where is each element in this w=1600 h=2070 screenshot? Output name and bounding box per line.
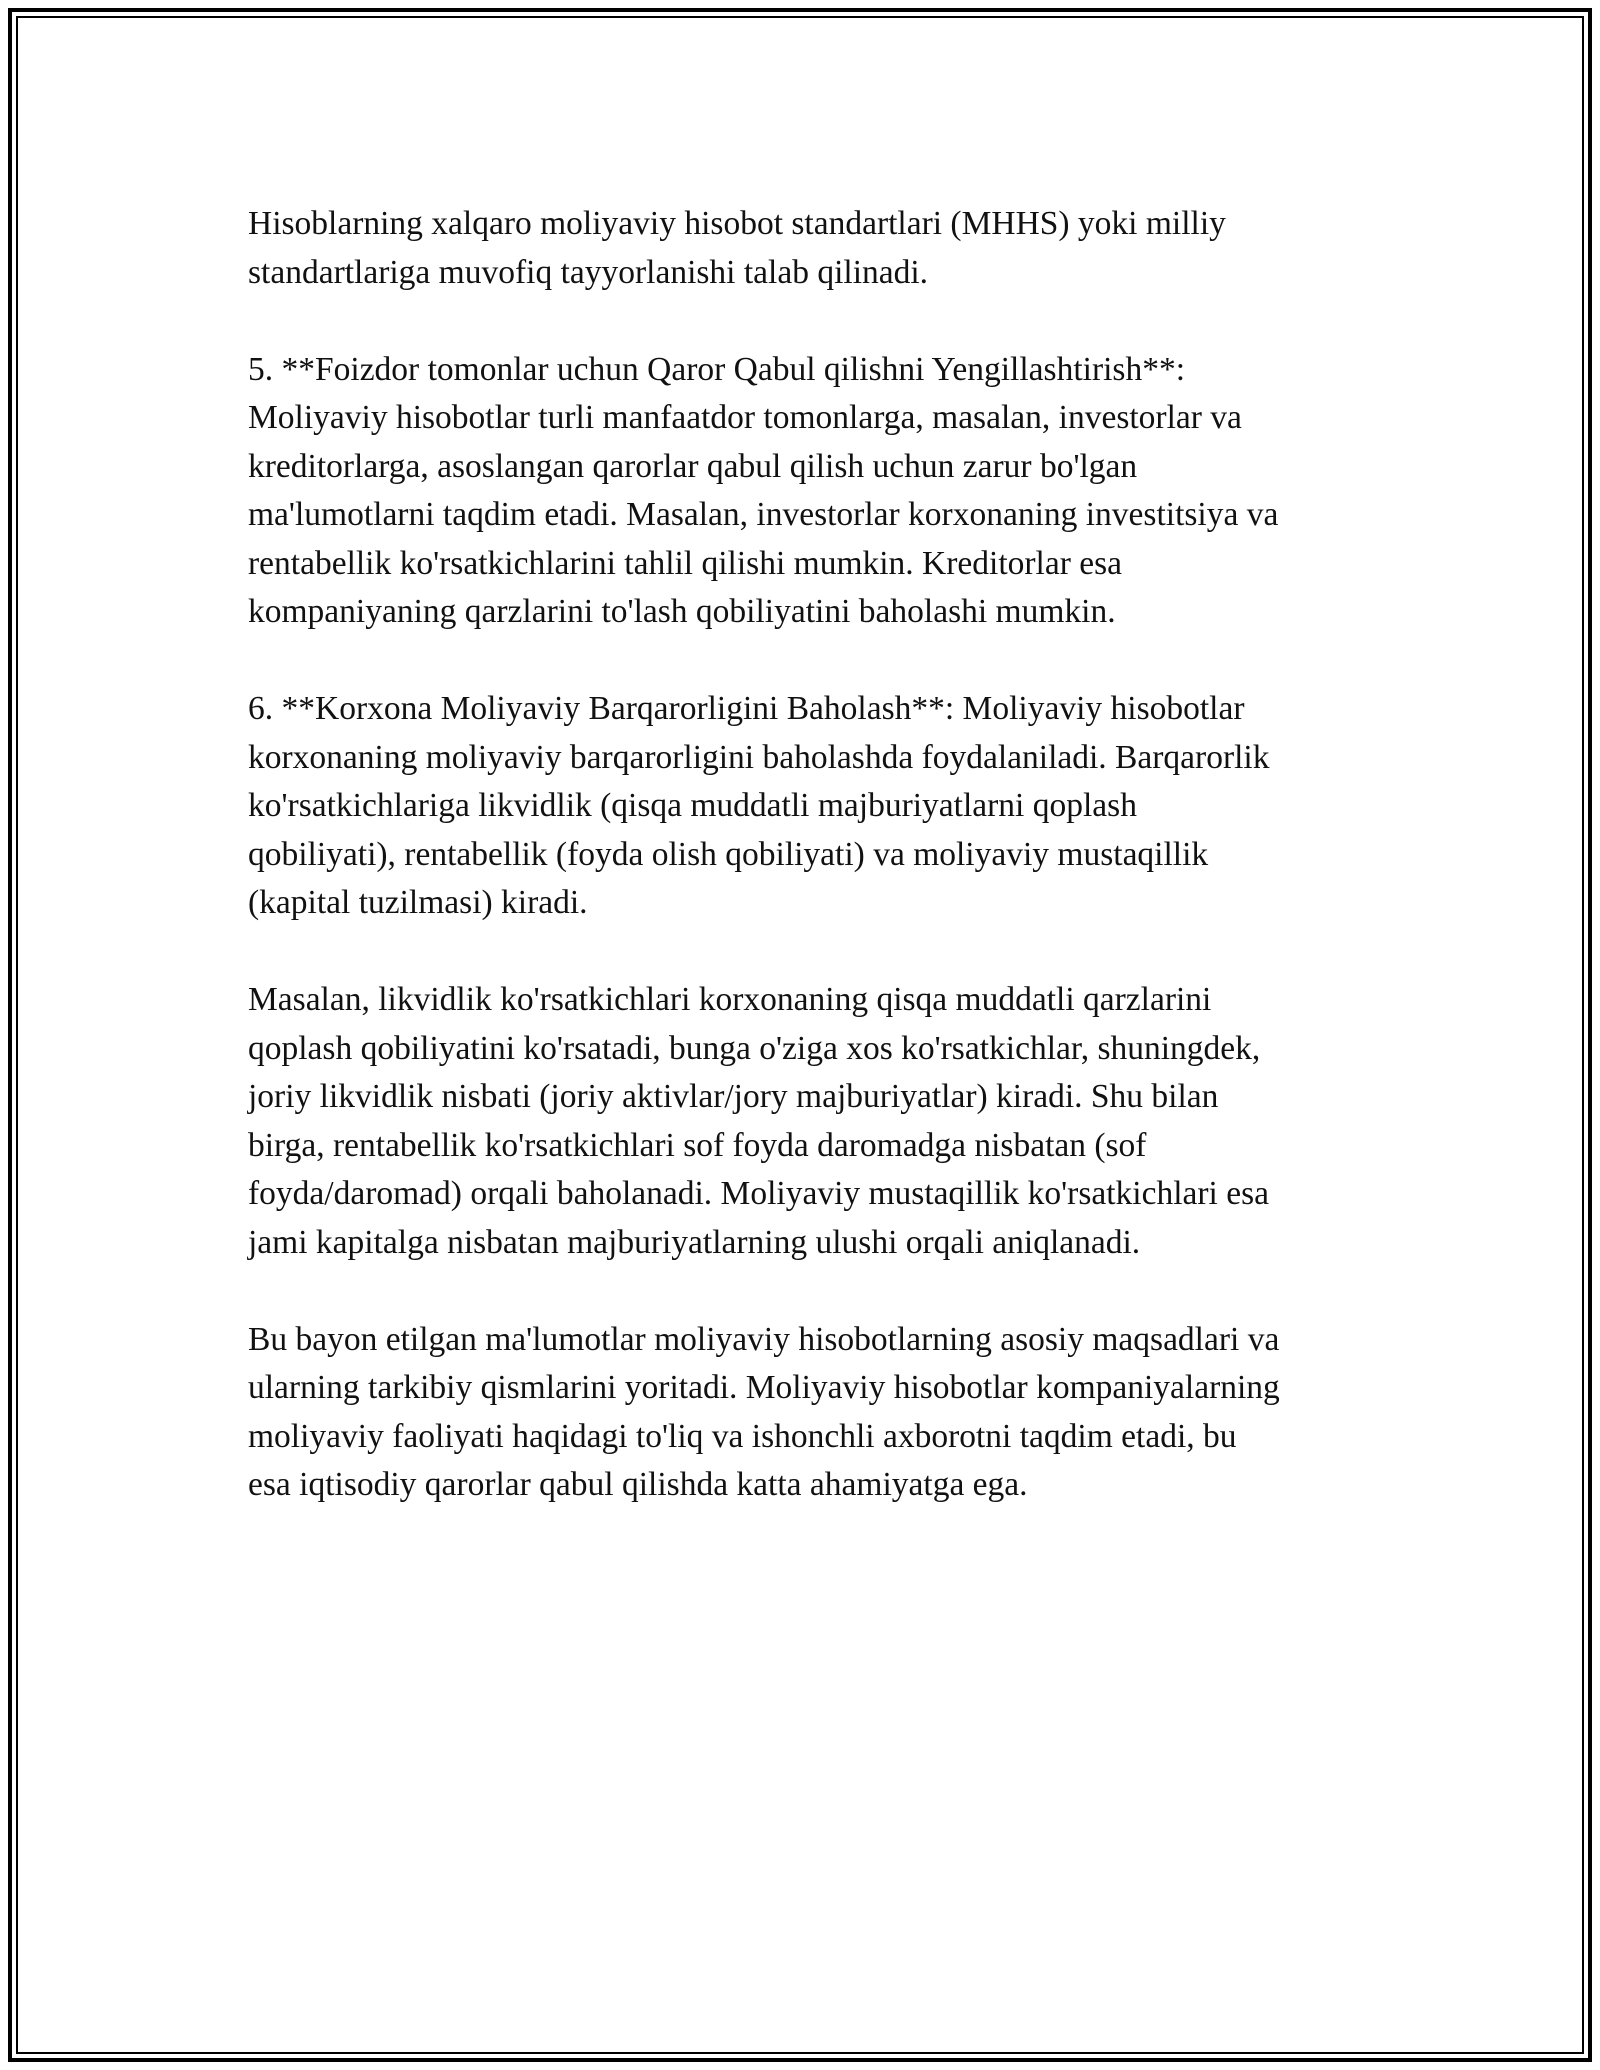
text-line: Hisoblarning xalqaro moliyaviy hisobot standartlari (MHHS) yoki milliy bbox=[248, 205, 1226, 242]
text-line: birga, rentabellik ko'rsatkichlari sof foyda daromadga nisbatan (sof bbox=[248, 1126, 1147, 1164]
text-line: ko'rsatkichlariga likvidlik (qisqa muddatli majburiyatlarni qoplash bbox=[248, 787, 1137, 824]
text-line: qobiliyati), rentabellik (foyda olish qobiliyati) va moliyaviy mustaqillik bbox=[248, 835, 1209, 873]
text-line: esa iqtisodiy qarorlar qabul qilishda katta ahamiyatga ega. bbox=[248, 1466, 1028, 1503]
paragraph-item-5 bbox=[248, 346, 1388, 637]
text-line: korxonaning moliyaviy barqarorligini baholashda foydalaniladi. Barqarorlik bbox=[248, 738, 1270, 776]
text-line: kreditorlarga, asoslangan qarorlar qabul qilish uchun zarur bo'lgan bbox=[248, 447, 1138, 485]
text-line: 6. **Korxona Moliyaviy Barqarorligini Baholash**: Moliyaviy hisobotlar bbox=[248, 690, 1245, 727]
text-line: kompaniyaning qarzlarini to'lash qobiliyatini baholashi mumkin. bbox=[248, 593, 1116, 630]
text-line: (kapital tuzilmasi) kiradi. bbox=[248, 884, 588, 921]
paragraph-liquidity-example bbox=[248, 976, 1388, 1267]
text-line: Moliyaviy hisobotlar turli manfaatdor tomonlarga, masalan, investorlar va bbox=[248, 399, 1242, 436]
text-line: moliyaviy faoliyati haqidagi to'liq va ishonchli axborotni taqdim etadi, bu bbox=[248, 1417, 1237, 1455]
text-line: standartlariga muvofiq tayyorlanishi talab qilinadi. bbox=[248, 253, 929, 291]
text-line: foyda/daromad) orqali baholanadi. Moliyaviy mustaqillik ko'rsatkichlari esa bbox=[248, 1175, 1269, 1212]
text-line: ma'lumotlarni taqdim etadi. Masalan, investorlar korxonaning investitsiya va bbox=[248, 496, 1279, 533]
document-body bbox=[248, 200, 1388, 1558]
paragraph-mhhs-requirement bbox=[248, 200, 1388, 297]
text-line: Masalan, likvidlik ko'rsatkichlari korxonaning qisqa muddatli qarzlarini bbox=[248, 981, 1212, 1018]
text-line: ularning tarkibiy qismlarini yoritadi. Moliyaviy hisobotlar kompaniyalarning bbox=[248, 1369, 1280, 1406]
text-line: joriy likvidlik nisbati (joriy aktivlar/jory majburiyatlar) kiradi. Shu bilan bbox=[248, 1078, 1219, 1115]
text-line: qoplash qobiliyatini ko'rsatadi, bunga o'ziga xos ko'rsatkichlar, shuningdek, bbox=[248, 1029, 1261, 1067]
text-line: 5. **Foizdor tomonlar uchun Qaror Qabul qilishni Yengillashtirish**: bbox=[248, 350, 1186, 388]
paragraph-item-6 bbox=[248, 685, 1388, 928]
text-line: rentabellik ko'rsatkichlarini tahlil qilishi mumkin. Kreditorlar esa bbox=[248, 544, 1123, 582]
page-frame bbox=[8, 8, 1592, 2062]
text-line: jami kapitalga nisbatan majburiyatlarning ulushi orqali aniqlanadi. bbox=[248, 1223, 1141, 1261]
text-line: Bu bayon etilgan ma'lumotlar moliyaviy hisobotlarning asosiy maqsadlari va bbox=[248, 1320, 1280, 1358]
paragraph-conclusion bbox=[248, 1316, 1388, 1510]
